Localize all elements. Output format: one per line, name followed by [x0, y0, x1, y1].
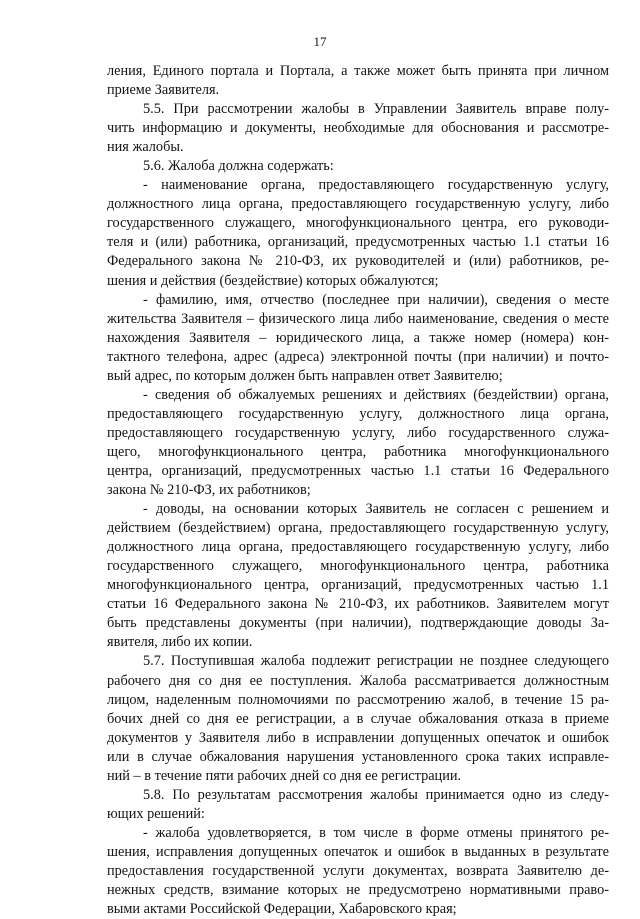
text-line: быть представлены документы (при наличии), подтверждающие доводы За-: [107, 615, 609, 632]
text-line: ющих решений:: [107, 805, 205, 822]
text-line: 5.6. Жалоба должна содержать:: [143, 158, 334, 175]
text-line: - наименование органа, предоставляющего государственную услугу,: [143, 177, 609, 194]
document-body: [107, 62, 609, 919]
text-line: теля и (или) работника, организаций, предусмотренных частью 1.1 статьи 16: [107, 234, 609, 251]
text-line: нежных средств, взимание которых не предусмотрено нормативными право-: [107, 882, 609, 899]
text-line: 5.7. Поступившая жалоба подлежит регистрации не позднее следующего: [143, 653, 609, 670]
text-line: ления, Единого портала и Портала, а также может быть принята при личном: [107, 63, 609, 79]
text-line: 5.5. При рассмотрении жалобы в Управлении Заявитель вправе полу-: [143, 101, 609, 118]
text-line: статьи 16 Федерального закона № 210-ФЗ, их работников. Заявителем могут: [107, 596, 609, 613]
paragraph-5-6: [107, 157, 609, 176]
text-line: - фамилию, имя, отчество (последнее при наличии), сведения о месте: [143, 291, 609, 308]
paragraph-5-8: [107, 786, 609, 824]
text-line: рабочего дня со дня ее поступления. Жалоба рассматривается должностным: [107, 672, 609, 689]
text-line: - жалоба удовлетворяется, в том числе в форме отмены принятого ре-: [143, 824, 609, 841]
text-line: - доводы, на основании которых Заявитель не согласен с решением и: [143, 501, 609, 518]
text-line: государственного служащего, многофункционального центра, работника: [107, 558, 609, 575]
list-item-appealed-decisions: [107, 386, 609, 500]
text-line: многофункционального центра, организаций, предусмотренных частью 1.1: [107, 577, 609, 594]
text-line: лицом, наделенным полномочиями по рассмотрению жалоб, в течение 15 ра-: [107, 691, 609, 708]
text-line: шения и действия (бездействие) которых обжалуются;: [107, 272, 439, 289]
page-number: 17: [313, 34, 327, 49]
text-line: государственного служащего, многофункционального центра, его руководи-: [107, 215, 609, 232]
text-line: щего, многофункционального центра, работника многофункционального: [107, 443, 609, 460]
text-line: предоставления государственной услуги документах, возврата Заявителю де-: [107, 862, 609, 879]
text-line: ния жалобы.: [107, 139, 184, 156]
text-line: шения, исправления допущенных опечаток и ошибок в выданных в результате: [107, 843, 609, 860]
paragraph-5-7: [107, 652, 609, 785]
text-line: тактного телефона, адрес (адреса) электронной почты (при наличии) и почто-: [107, 348, 609, 365]
list-item-applicant-details: [107, 291, 609, 386]
text-line: центра, организаций, предусмотренных частью 1.1 статьи 16 Федерального: [107, 462, 609, 479]
text-line: Федерального закона № 210-ФЗ, их руководителей и (или) работников, ре-: [107, 253, 609, 270]
text-line: предоставляющего государственную услугу, должностного лица органа,: [107, 405, 609, 422]
text-line: вый адрес, по которым должен быть направлен ответ Заявителю;: [107, 367, 503, 384]
text-line: ний – в течение пяти рабочих дней со дня ее регистрации.: [107, 767, 462, 784]
text-line: 5.8. По результатам рассмотрения жалобы принимается одно из следу-: [143, 786, 609, 803]
text-line: приеме Заявителя.: [107, 82, 220, 99]
text-line: действием (бездействием) органа, предоставляющего государственную услугу,: [107, 520, 609, 537]
list-item-arguments: [107, 500, 609, 652]
paragraph-5-5: [107, 100, 609, 157]
text-line: явителя, либо их копии.: [107, 634, 253, 651]
text-line: бочих дней со дня ее регистрации, а в случае обжалования отказа в приеме: [107, 710, 609, 727]
text-line: или в случае обжалования нарушения установленного срока таких исправле-: [107, 748, 609, 765]
text-line: должностного лица органа, предоставляющего государственную услугу, либо: [107, 196, 609, 213]
text-line: документов у Заявителя либо в исправлении допущенных опечаток и ошибок: [107, 729, 609, 746]
text-line: закона № 210-ФЗ, их работников;: [107, 482, 311, 499]
text-line: выми актами Российской Федерации, Хабаровского края;: [107, 901, 457, 918]
text-line: должностного лица органа, предоставляющего государственную услугу, либо: [107, 539, 609, 556]
text-line: - сведения об обжалуемых решениях и действиях (бездействии) органа,: [143, 386, 609, 403]
paragraph-submission-continuation: [107, 62, 609, 100]
text-line: жительства Заявителя – физического лица либо наименование, сведения о месте: [107, 310, 609, 327]
text-line: чить информацию и документы, необходимые для обоснования и рассмотре-: [107, 120, 609, 137]
list-item-organ-name: [107, 176, 609, 290]
text-line: нахождения Заявителя – юридического лица, а также номер (номера) кон-: [107, 329, 609, 346]
text-line: предоставляющего государственную услугу, либо государственного служа-: [107, 424, 609, 441]
